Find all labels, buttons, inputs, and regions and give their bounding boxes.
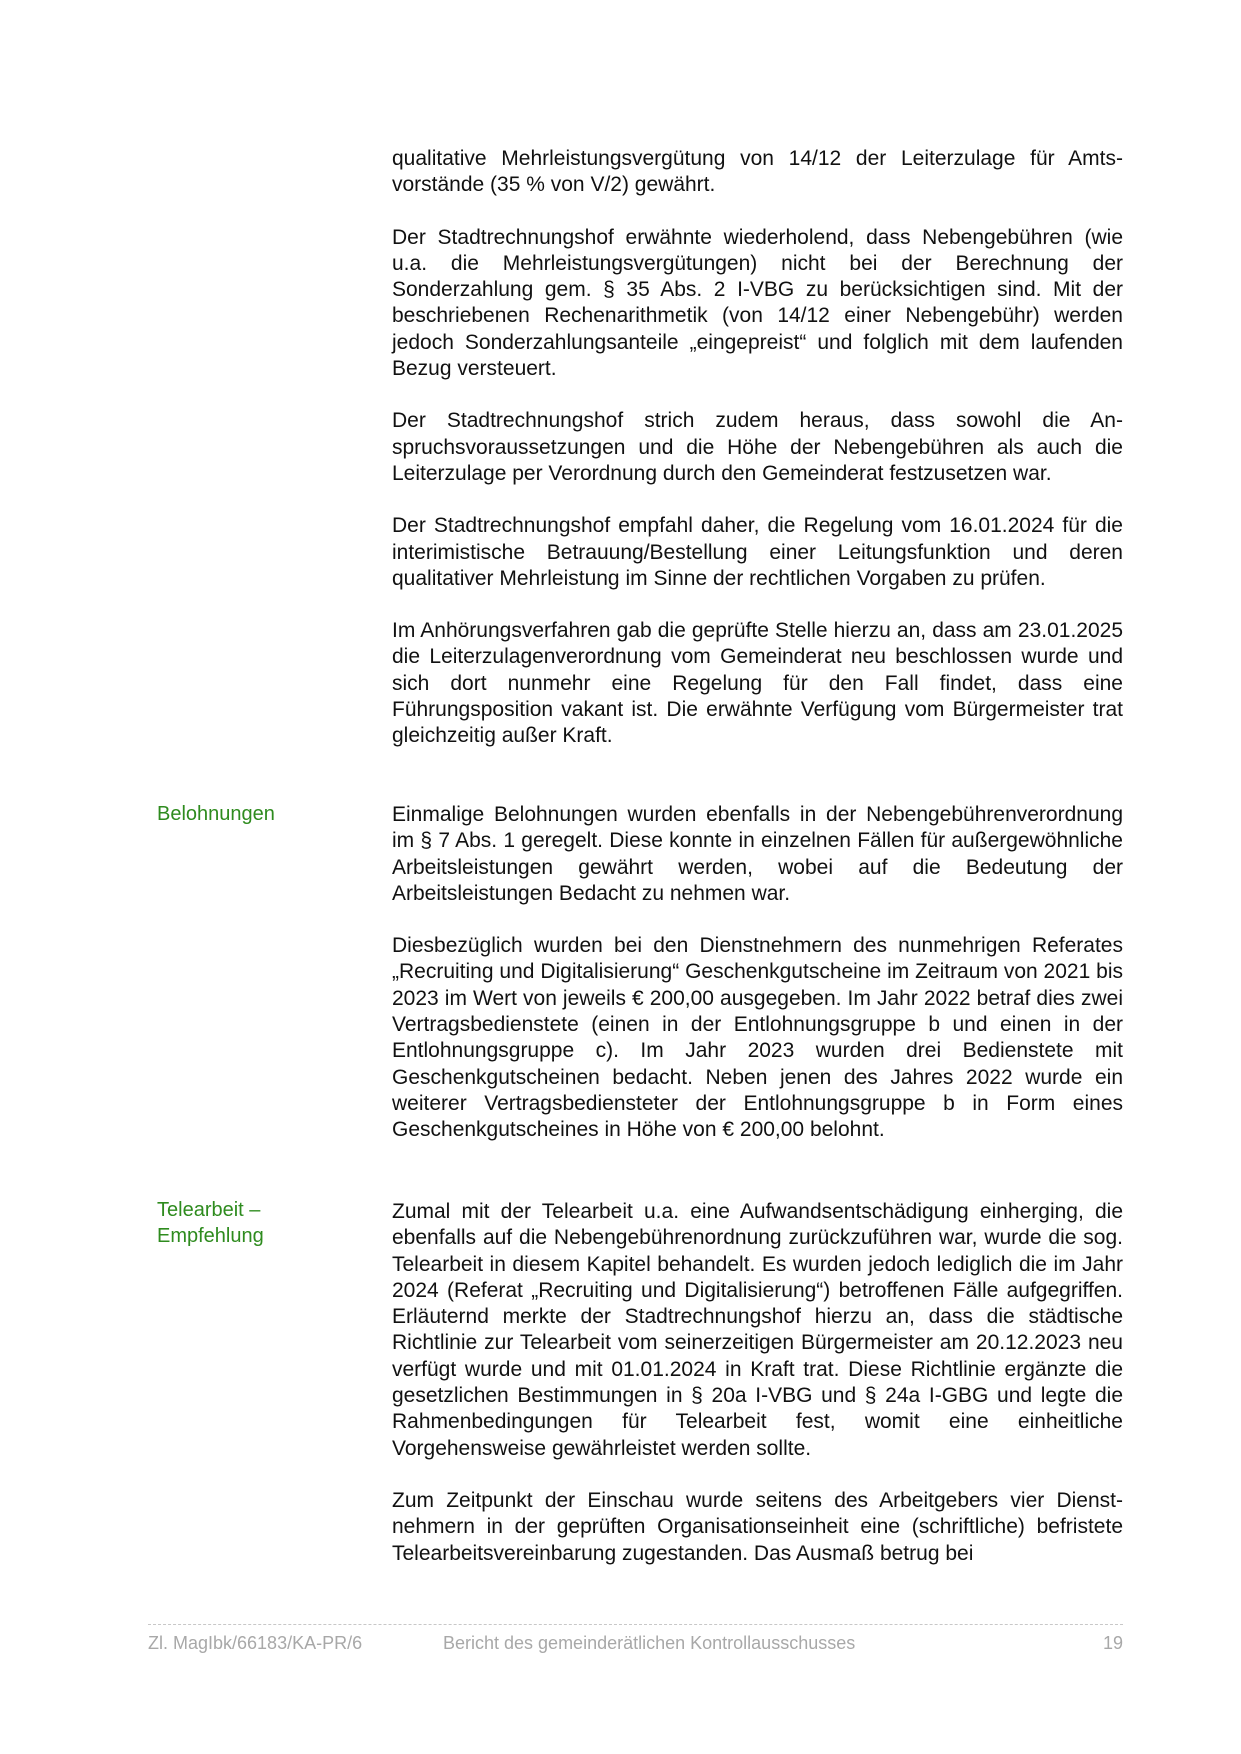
side-label-line: Telearbeit – [157, 1199, 261, 1221]
paragraph: Der Stadtrechnungshof strich zudem heraus, dass sowohl die Anspruchsvoraussetzungen und die Höhe der Nebengebühren als auch die Leiterzulage per Verordnung durch den Gemeinderat festzusetzen war. [392, 409, 1123, 485]
paragraph: Der Stadtrechnungshof empfahl daher, die Regelung vom 16.01.2024 für die interimistische Betrauung/Bestellung einer Leitungsfunktion und deren qualitativer Mehrleistung im Sinne der rechtlichen Vorgaben zu prüfen. [392, 514, 1123, 590]
side-label-text: Belohnungen [157, 803, 275, 825]
footer-reference: Zl. MagIbk/66183/KA-PR/6 [148, 1633, 363, 1653]
footer-divider [148, 1624, 1123, 1625]
body-text-section-telearbeit [392, 1199, 1123, 1567]
side-label-telearbeit [157, 1197, 367, 1249]
footer-title: Bericht des gemeinderätlichen Kontrollausschusses [443, 1633, 856, 1653]
page-number: 19 [1102, 1633, 1123, 1653]
body-text-section-belohnungen [392, 802, 1123, 1144]
paragraph: Zum Zeitpunkt der Einschau wurde seitens des Arbeitgebers vier Dienstnehmern in der geprüften Organisationseinheit eine (schriftliche) befristete Telearbeitsvereinbarung zugestanden. Das Ausmaß betrug bei [392, 1488, 1123, 1565]
paragraph: Der Stadtrechnungshof erwähnte wiederholend, dass Nebengebühren (wie u.a. die Mehrleistungsvergütungen) nicht bei der Berechnung der Sonderzahlung gem. § 35 Abs. 2 I-VBG zu berücksichtigen sind. Mit der beschriebenen Rechenarithmetik (von 14/12 einer Nebengebühr) werden jedoch Sonderzahlungsanteile „eingepreist“ und folglich mit dem laufenden Bezug versteuert. [392, 225, 1123, 381]
paragraph: Im Anhörungsverfahren gab die geprüfte Stelle hierzu an, dass am 23.01.2025 die Leiterzulagenverordnung vom Gemeinderat neu beschlossen wurde und sich dort nunmehr eine Regelung für den Fall findet, dass eine Führungsposition vakant ist. Die erwähnte Verfügung vom Bürgermeister trat gleichzeitig außer Kraft. [392, 619, 1123, 748]
body-text-section-1 [392, 146, 1123, 750]
side-label-belohnungen [157, 801, 367, 827]
paragraph: Einmalige Belohnungen wurden ebenfalls in der Nebengebührenverordnung im § 7 Abs. 1 geregelt. Diese konnte in einzelnen Fällen für außergewöhnliche Arbeitsleistungen gewährt werden, wobei auf die Bedeutung der Arbeitsleistungen Bedacht zu nehmen war. [392, 803, 1123, 905]
paragraph: qualitative Mehrleistungsvergütung von 14/12 der Leiterzulage für Amtsvorstände (35 % von V/2) gewährt. [392, 147, 1123, 197]
side-label-line: Empfehlung [157, 1225, 264, 1247]
paragraph: Diesbezüglich wurden bei den Dienstnehmern des nunmehrigen Referates „Recruiting und Digitalisierung“ Geschenkgutscheine im Zeitraum von 2021 bis 2023 im Wert von jeweils € 200,00 ausgegeben. Im Jahr 2022 betraf dies zwei Vertragsbedienstete (einen in der Entlohnungsgruppe b und einen in der Entlohnungsgruppe c). Im Jahr 2023 wurden drei Bedienstete mit Geschenkgutscheinen bedacht. Neben jenen des Jahres 2022 wurde ein weiterer Vertragsbediensteter der Entlohnungsgruppe b in Form eines Geschenkgutscheines in Höhe von € 200,00 belohnt. [392, 934, 1123, 1142]
paragraph: Zumal mit der Telearbeit u.a. eine Aufwandsentschädigung einherging, die ebenfalls auf die Nebengebührenordnung zurückzuführen war, wurde die sog. Telearbeit in diesem Kapitel behandelt. Es wurden jedoch lediglich die im Jahr 2024 (Referat „Recruiting und Digitalisierung“) betroffenen Fälle aufgegriffen. Erläuternd merkte der Stadtrechnungshof hierzu an, dass die städtische Richtlinie zur Telearbeit vom seinerzeitigen Bürgermeister am 20.12.2023 neu verfügt wurde und mit 01.01.2024 in Kraft trat. Diese Richtlinie ergänzte die gesetzlichen Bestimmungen in § 20a I-VBG und § 24a I-GBG und legte die Rahmenbedingungen für Telearbeit fest, womit eine einheitliche Vorgehensweise gewährleistet werden sollte. [392, 1200, 1123, 1460]
